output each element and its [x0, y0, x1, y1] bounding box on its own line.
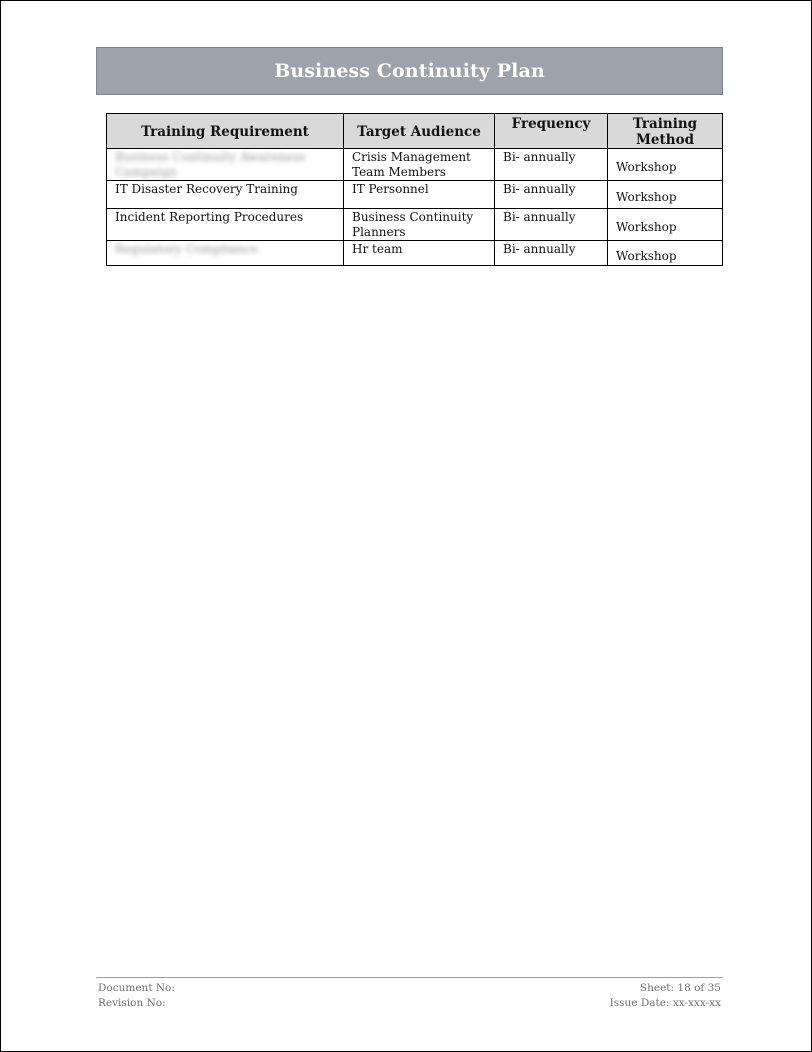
table-row — [107, 209, 723, 241]
footer-left — [98, 981, 175, 1010]
cell-requirement — [107, 149, 344, 181]
redacted-text: Regulatory Compliance — [115, 242, 258, 256]
cell-method: Workshop — [608, 149, 723, 181]
cell-audience: Hr team — [344, 241, 495, 266]
cell-audience: IT Personnel — [344, 181, 495, 209]
column-header-method: Training Method — [608, 114, 723, 149]
cell-requirement: Incident Reporting Procedures — [107, 209, 344, 241]
cell-audience: Business Continuity Planners — [344, 209, 495, 241]
column-header-audience: Target Audience — [344, 114, 495, 149]
redacted-text: Business Continuity Awareness Campaign — [115, 150, 306, 179]
cell-frequency: Bi- annually — [495, 209, 608, 241]
cell-requirement — [107, 241, 344, 266]
document-number-label: Document No: — [98, 982, 175, 994]
cell-method: Workshop — [608, 209, 723, 241]
footer-right — [610, 981, 721, 1010]
cell-frequency: Bi- annually — [495, 181, 608, 209]
issue-date: Issue Date: xx-xxx-xx — [609, 996, 721, 1009]
sheet-number: Sheet: 18 of 35 — [639, 982, 721, 994]
table-row — [107, 241, 723, 266]
title-banner — [96, 47, 723, 95]
page-title: Business Continuity Plan — [274, 60, 545, 82]
cell-frequency: Bi- annually — [495, 149, 608, 181]
cell-method: Workshop — [608, 241, 723, 266]
table-header-row — [107, 114, 723, 149]
footer-divider — [96, 977, 723, 978]
table-row — [107, 181, 723, 209]
column-header-frequency: Frequency — [495, 114, 608, 149]
cell-requirement: IT Disaster Recovery Training — [107, 181, 344, 209]
cell-audience: Crisis Management Team Members — [344, 149, 495, 181]
cell-method: Workshop — [608, 181, 723, 209]
column-header-requirement: Training Requirement — [107, 114, 344, 149]
table-row — [107, 149, 723, 181]
training-table — [106, 113, 723, 266]
revision-number-label: Revision No: — [98, 996, 166, 1009]
cell-frequency: Bi- annually — [495, 241, 608, 266]
